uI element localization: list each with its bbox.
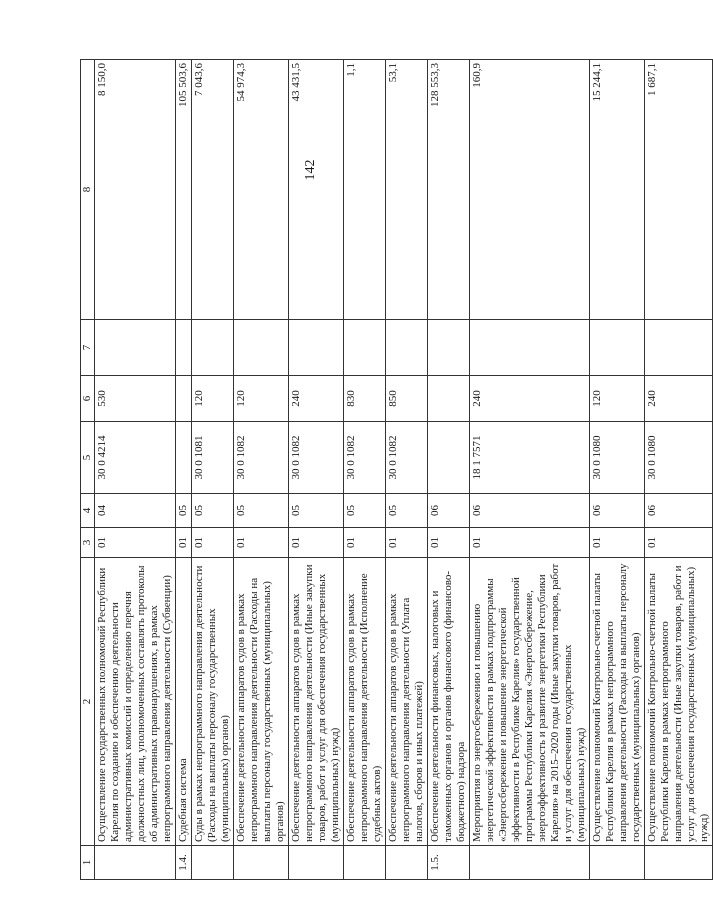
table-cell-7 xyxy=(344,320,386,376)
table-cell-4: 06 xyxy=(645,494,713,528)
table-row xyxy=(344,60,386,880)
table-cell-8: 53,1 xyxy=(386,60,428,320)
table-cell-3: 01 xyxy=(234,528,289,558)
table-cell-1 xyxy=(289,846,344,880)
header-cell: 2 xyxy=(81,558,95,846)
table-cell-4: 05 xyxy=(234,494,289,528)
table-cell-5: 30 0 1081 xyxy=(192,422,234,494)
table-cell-8: 1 687,1 xyxy=(645,60,713,320)
table-cell-6: 830 xyxy=(344,376,386,422)
table-body xyxy=(95,60,713,880)
table-cell-6: 240 xyxy=(470,376,590,422)
table-cell-6 xyxy=(176,376,192,422)
table-cell-1: 1.5. xyxy=(428,846,470,880)
table-cell-8: 54 974,3 xyxy=(234,60,289,320)
table-cell-7 xyxy=(234,320,289,376)
table-row xyxy=(176,60,192,880)
table-cell-5: 30 0 1082 xyxy=(344,422,386,494)
table-cell-1 xyxy=(192,846,234,880)
table-cell-4: 05 xyxy=(289,494,344,528)
table-cell-3: 01 xyxy=(176,528,192,558)
table-cell-3: 01 xyxy=(470,528,590,558)
table-cell-5: 30 0 1080 xyxy=(590,422,645,494)
table-cell-5 xyxy=(428,422,470,494)
table-cell-7 xyxy=(645,320,713,376)
table-row xyxy=(95,60,176,880)
table-row xyxy=(428,60,470,880)
table-cell-4: 05 xyxy=(176,494,192,528)
table-cell-2: Обеспечение деятельности аппаратов судов в рамках непрограммного направления деятельности (Иные закупки товаров, работ и услуг для обеспечения государственных (муниципальных) нужд) xyxy=(289,558,344,846)
table-cell-5: 30 0 1082 xyxy=(386,422,428,494)
table-row xyxy=(386,60,428,880)
table-cell-4: 05 xyxy=(386,494,428,528)
table-cell-1 xyxy=(590,846,645,880)
table-cell-2: Обеспечение деятельности аппаратов судов в рамках непрограммного направления деятельности (Расходы на выплаты персоналу государственных (муниципальных) органов) xyxy=(234,558,289,846)
table-cell-7 xyxy=(192,320,234,376)
table-cell-3: 01 xyxy=(386,528,428,558)
table-cell-7 xyxy=(176,320,192,376)
table-cell-1 xyxy=(645,846,713,880)
header-cell: 5 xyxy=(81,422,95,494)
table-row xyxy=(590,60,645,880)
table-cell-5: 30 0 4214 xyxy=(95,422,176,494)
header-row xyxy=(81,60,95,880)
header-cell: 1 xyxy=(81,846,95,880)
table-cell-8: 15 244,1 xyxy=(590,60,645,320)
header-cell: 3 xyxy=(81,528,95,558)
table-row xyxy=(470,60,590,880)
rotated-table-container xyxy=(80,20,710,880)
table-cell-3: 01 xyxy=(428,528,470,558)
header-cell: 8 xyxy=(81,60,95,320)
table-cell-7 xyxy=(95,320,176,376)
table-cell-4: 04 xyxy=(95,494,176,528)
table-cell-4: 05 xyxy=(344,494,386,528)
table-cell-1: 1.4. xyxy=(176,846,192,880)
header-cell: 6 xyxy=(81,376,95,422)
table-cell-1 xyxy=(95,846,176,880)
table-cell-3: 01 xyxy=(344,528,386,558)
table-cell-6: 120 xyxy=(234,376,289,422)
table-cell-3: 01 xyxy=(645,528,713,558)
table-cell-2: Осуществление полномочий Контрольно-счетной палаты Республики Карелия в рамках непрограммного направления деятельности (Расходы на выплаты персоналу государственных (муниципальных) органов) xyxy=(590,558,645,846)
table-cell-8: 160,9 xyxy=(470,60,590,320)
table-cell-3: 01 xyxy=(192,528,234,558)
table-cell-6: 240 xyxy=(645,376,713,422)
table-cell-4: 06 xyxy=(470,494,590,528)
table-row xyxy=(289,60,344,880)
table-cell-1 xyxy=(344,846,386,880)
table-cell-6: 850 xyxy=(386,376,428,422)
table-cell-8: 105 503,6 xyxy=(176,60,192,320)
budget-table xyxy=(80,59,713,880)
header-cell: 4 xyxy=(81,494,95,528)
table-cell-6: 120 xyxy=(590,376,645,422)
table-cell-1 xyxy=(470,846,590,880)
table-cell-2: Мероприятия по энергосбережению и повышению энергетической эффективности в рамках подпрограммы «Энергосбережение и повышение энергетической эффективности в Республике Карелия» государственной программы Республики Карелия «Энергосбережение, энергоэффективность и развитие энергетики Республики Карелия» на 2015–2020 годы (Иные закупки товаров, работ и услуг для обеспечения государственных (муниципальных) нужд) xyxy=(470,558,590,846)
table-cell-8: 43 431,5 xyxy=(289,60,344,320)
table-cell-3: 01 xyxy=(590,528,645,558)
table-cell-7 xyxy=(289,320,344,376)
table-cell-1 xyxy=(234,846,289,880)
table-cell-7 xyxy=(428,320,470,376)
table-cell-5: 30 0 1082 xyxy=(234,422,289,494)
table-cell-8: 1,1 xyxy=(344,60,386,320)
table-cell-2: Обеспечение деятельности аппаратов судов в рамках непрограммного направления деятельности (Исполнение судебных актов) xyxy=(344,558,386,846)
table-cell-8: 7 043,6 xyxy=(192,60,234,320)
table-cell-3: 01 xyxy=(289,528,344,558)
table-row xyxy=(645,60,713,880)
table-cell-5 xyxy=(176,422,192,494)
table-row xyxy=(234,60,289,880)
table-cell-3: 01 xyxy=(95,528,176,558)
table-cell-2: Осуществление полномочий Контрольно-счетной палаты Республики Карелия в рамках непрограммного направления деятельности (Иные закупки товаров, работ и услуг для обеспечения государственных (муниципальных) нужд) xyxy=(645,558,713,846)
table-cell-6: 120 xyxy=(192,376,234,422)
table-cell-8: 128 553,3 xyxy=(428,60,470,320)
table-cell-4: 06 xyxy=(590,494,645,528)
table-cell-5: 30 0 1080 xyxy=(645,422,713,494)
table-cell-7 xyxy=(386,320,428,376)
table-cell-8: 8 150,0 xyxy=(95,60,176,320)
table-cell-4: 06 xyxy=(428,494,470,528)
table-cell-7 xyxy=(470,320,590,376)
table-cell-4: 05 xyxy=(192,494,234,528)
table-cell-6: 530 xyxy=(95,376,176,422)
table-cell-2: Обеспечение деятельности финансовых, налоговых и таможенных органов и органов финансового (финансово-бюджетного) надзора xyxy=(428,558,470,846)
table-cell-2: Суды в рамках непрограммного направления деятельности (Расходы на выплаты персоналу государственных (муниципальных) органов) xyxy=(192,558,234,846)
page-number: 142 xyxy=(303,159,318,181)
table-cell-2: Судебная система xyxy=(176,558,192,846)
table-row xyxy=(192,60,234,880)
table-cell-2: Осуществление государственных полномочий Республики Карелия по созданию и обеспечению деятельности административных комиссий и определению перечня должностных лиц, уполномоченных составлять протоколы об административных правонарушениях, в рамках непрограммного направления деятельности (Субвенции) xyxy=(95,558,176,846)
table-cell-1 xyxy=(386,846,428,880)
table-cell-5: 18 1 7571 xyxy=(470,422,590,494)
table-cell-6 xyxy=(428,376,470,422)
header-cell: 7 xyxy=(81,320,95,376)
table-cell-7 xyxy=(590,320,645,376)
table-cell-5: 30 0 1082 xyxy=(289,422,344,494)
table-cell-2: Обеспечение деятельности аппаратов судов в рамках непрограммного направления деятельности (Уплата налогов, сборов и иных платежей) xyxy=(386,558,428,846)
table-cell-6: 240 xyxy=(289,376,344,422)
